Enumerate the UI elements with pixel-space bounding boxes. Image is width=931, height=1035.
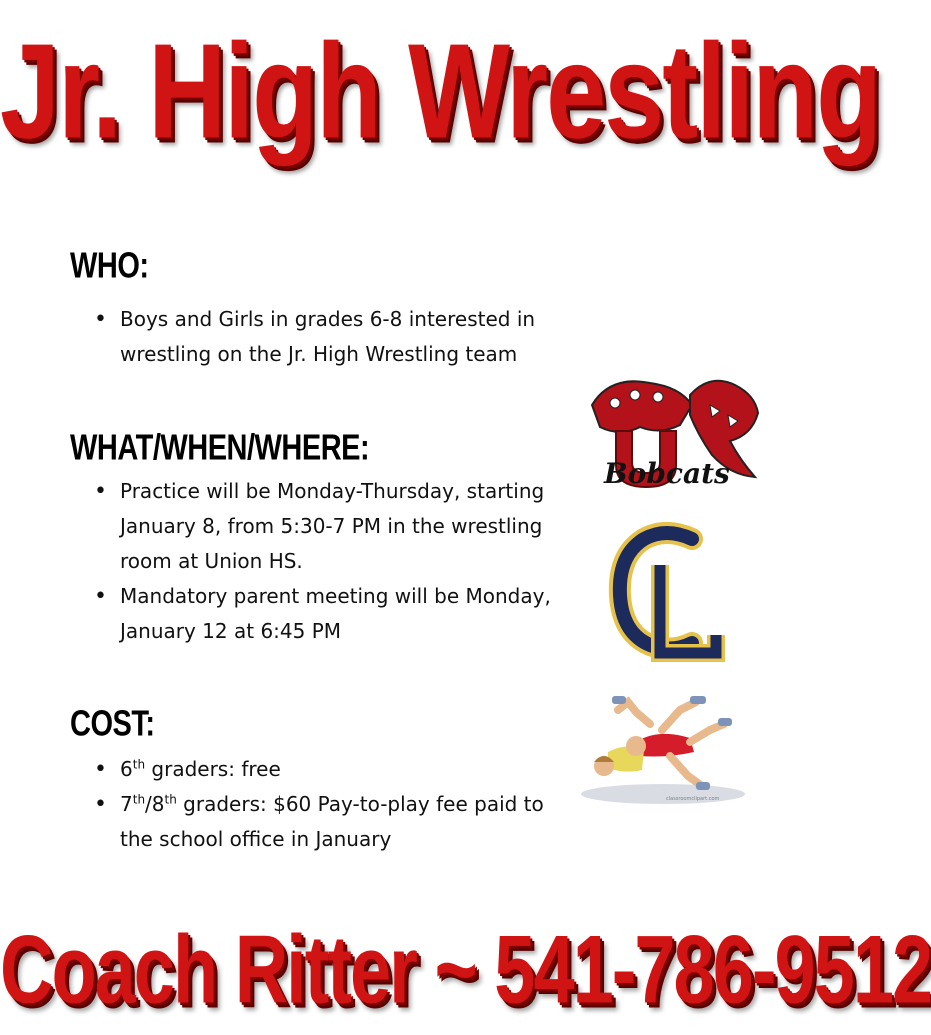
cost-text: graders: $60 Pay-to-play fee paid to the school office in January <box>120 792 544 851</box>
what-heading: WHAT/WHEN/WHERE: <box>70 428 370 468</box>
cl-logo <box>608 525 728 665</box>
who-heading: WHO: <box>70 246 149 286</box>
list-item: • Practice will be Monday-Thursday, starting January 8, from 5:30-7 PM in the wrestling room at Union HS. <box>94 474 574 579</box>
what-list <box>94 474 574 649</box>
ordinal: 6 <box>120 757 133 781</box>
bobcats-wordmark: Bobcats <box>604 457 730 490</box>
list-item <box>94 787 574 857</box>
ordinal-separator: /8 <box>145 792 165 816</box>
cost-heading: COST: <box>70 704 155 744</box>
bobcats-logo <box>580 365 770 495</box>
wrestlers-clipart <box>578 690 748 810</box>
ordinal-suffix: th <box>164 792 177 807</box>
clipart-watermark: classroomclipart.com <box>666 796 720 802</box>
cost-text: graders: free <box>145 757 281 781</box>
page-title: Jr. High Wrestling <box>0 15 881 167</box>
ordinal-suffix: th <box>132 792 146 807</box>
list-item <box>94 752 574 787</box>
ordinal-suffix: th <box>132 757 146 772</box>
list-item: • Mandatory parent meeting will be Monday, January 12 at 6:45 PM <box>94 579 574 649</box>
coach-contact: Coach Ritter ~ 541-786-9512 <box>0 915 931 1024</box>
cost-list <box>94 752 574 857</box>
list-item: • Boys and Girls in grades 6-8 interested in wrestling on the Jr. High Wrestling team <box>94 302 574 372</box>
ordinal: 7 <box>120 792 133 816</box>
who-list <box>94 302 574 372</box>
